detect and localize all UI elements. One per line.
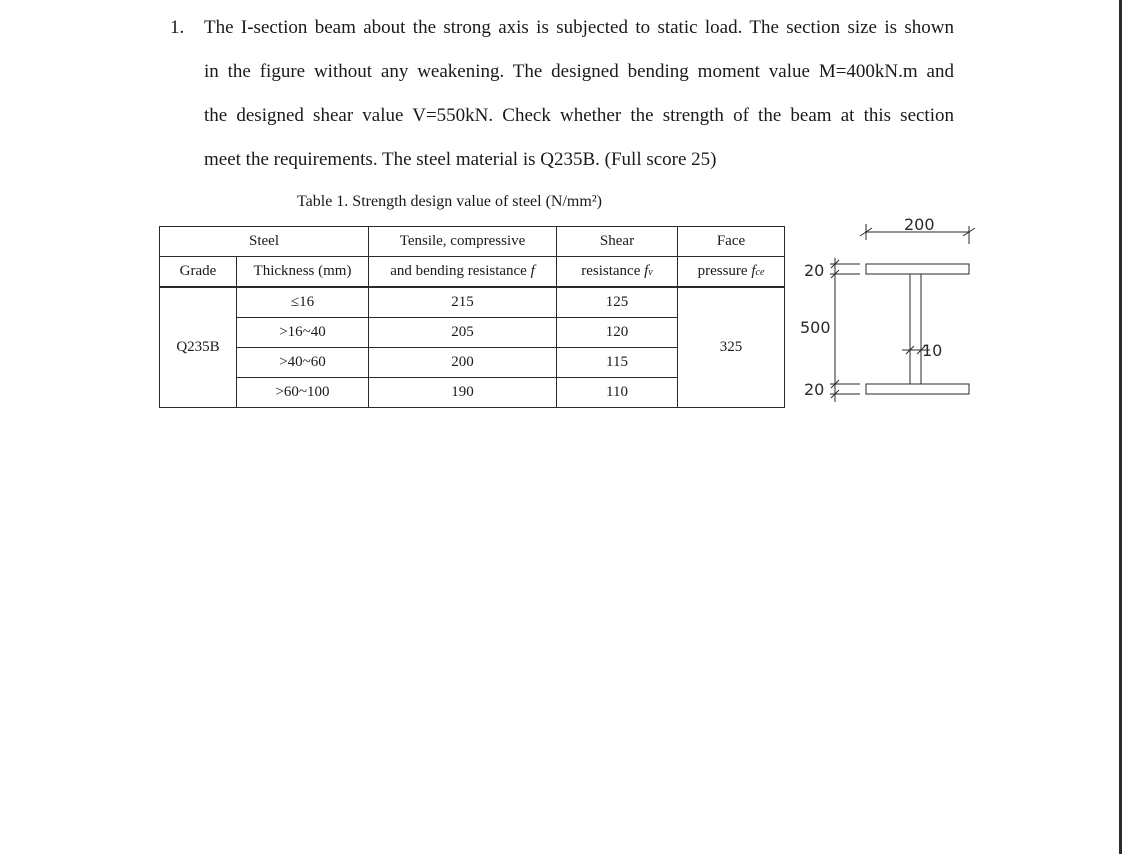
- bottom-flange-thickness-label: 20: [804, 380, 825, 399]
- thickness-cell: >40~60: [237, 348, 369, 378]
- shear-header-line2: resistance fv: [557, 257, 678, 288]
- thickness-cell: >60~100: [237, 378, 369, 408]
- web-thickness-label: 10: [922, 341, 943, 360]
- question-line-1: The I-section beam about the strong axis is subjected to static load. The section size is shown: [204, 17, 954, 38]
- bottom-flange: [866, 384, 969, 394]
- web: [910, 274, 921, 384]
- face-header-line1: Face: [678, 227, 785, 257]
- tensile-header-line2: and bending resistance f: [369, 257, 557, 288]
- thickness-cell: ≤16: [237, 287, 369, 318]
- question-line-3: the designed shear value V=550kN. Check whether the strength of the beam at this section: [204, 105, 954, 126]
- flange-width-label: 200: [904, 215, 935, 234]
- fv-cell: 125: [557, 287, 678, 318]
- grade-header: Grade: [160, 257, 237, 288]
- tensile-header-line1: Tensile, compressive: [369, 227, 557, 257]
- web-height-label: 500: [800, 318, 831, 337]
- question-number: 1.: [170, 17, 185, 38]
- table-header-row: [160, 227, 785, 257]
- thickness-cell: >16~40: [237, 318, 369, 348]
- face-header-line2: pressure fce: [678, 257, 785, 288]
- question-line-4: meet the requirements. The steel material is Q235B. (Full score 25): [204, 149, 717, 170]
- table-header-row: [160, 257, 785, 288]
- question-line-2: in the figure without any weakening. The designed bending moment value M=400kN.m and: [204, 61, 954, 82]
- steel-strength-table: [159, 226, 785, 408]
- face-pressure-cell: 325: [678, 287, 785, 408]
- f-cell: 190: [369, 378, 557, 408]
- page-edge: [1119, 0, 1122, 854]
- f-cell: 215: [369, 287, 557, 318]
- fv-cell: 120: [557, 318, 678, 348]
- top-flange: [866, 264, 969, 274]
- table-caption: Table 1. Strength design value of steel (N/mm²): [297, 193, 602, 210]
- top-flange-thickness-label: 20: [804, 261, 825, 280]
- i-section-figure: [790, 210, 990, 420]
- grade-cell: Q235B: [160, 287, 237, 408]
- f-cell: 200: [369, 348, 557, 378]
- steel-header: Steel: [160, 227, 369, 257]
- fv-cell: 115: [557, 348, 678, 378]
- table-row: [160, 287, 785, 318]
- shear-header-line1: Shear: [557, 227, 678, 257]
- fv-cell: 110: [557, 378, 678, 408]
- thickness-header: Thickness (mm): [237, 257, 369, 288]
- f-cell: 205: [369, 318, 557, 348]
